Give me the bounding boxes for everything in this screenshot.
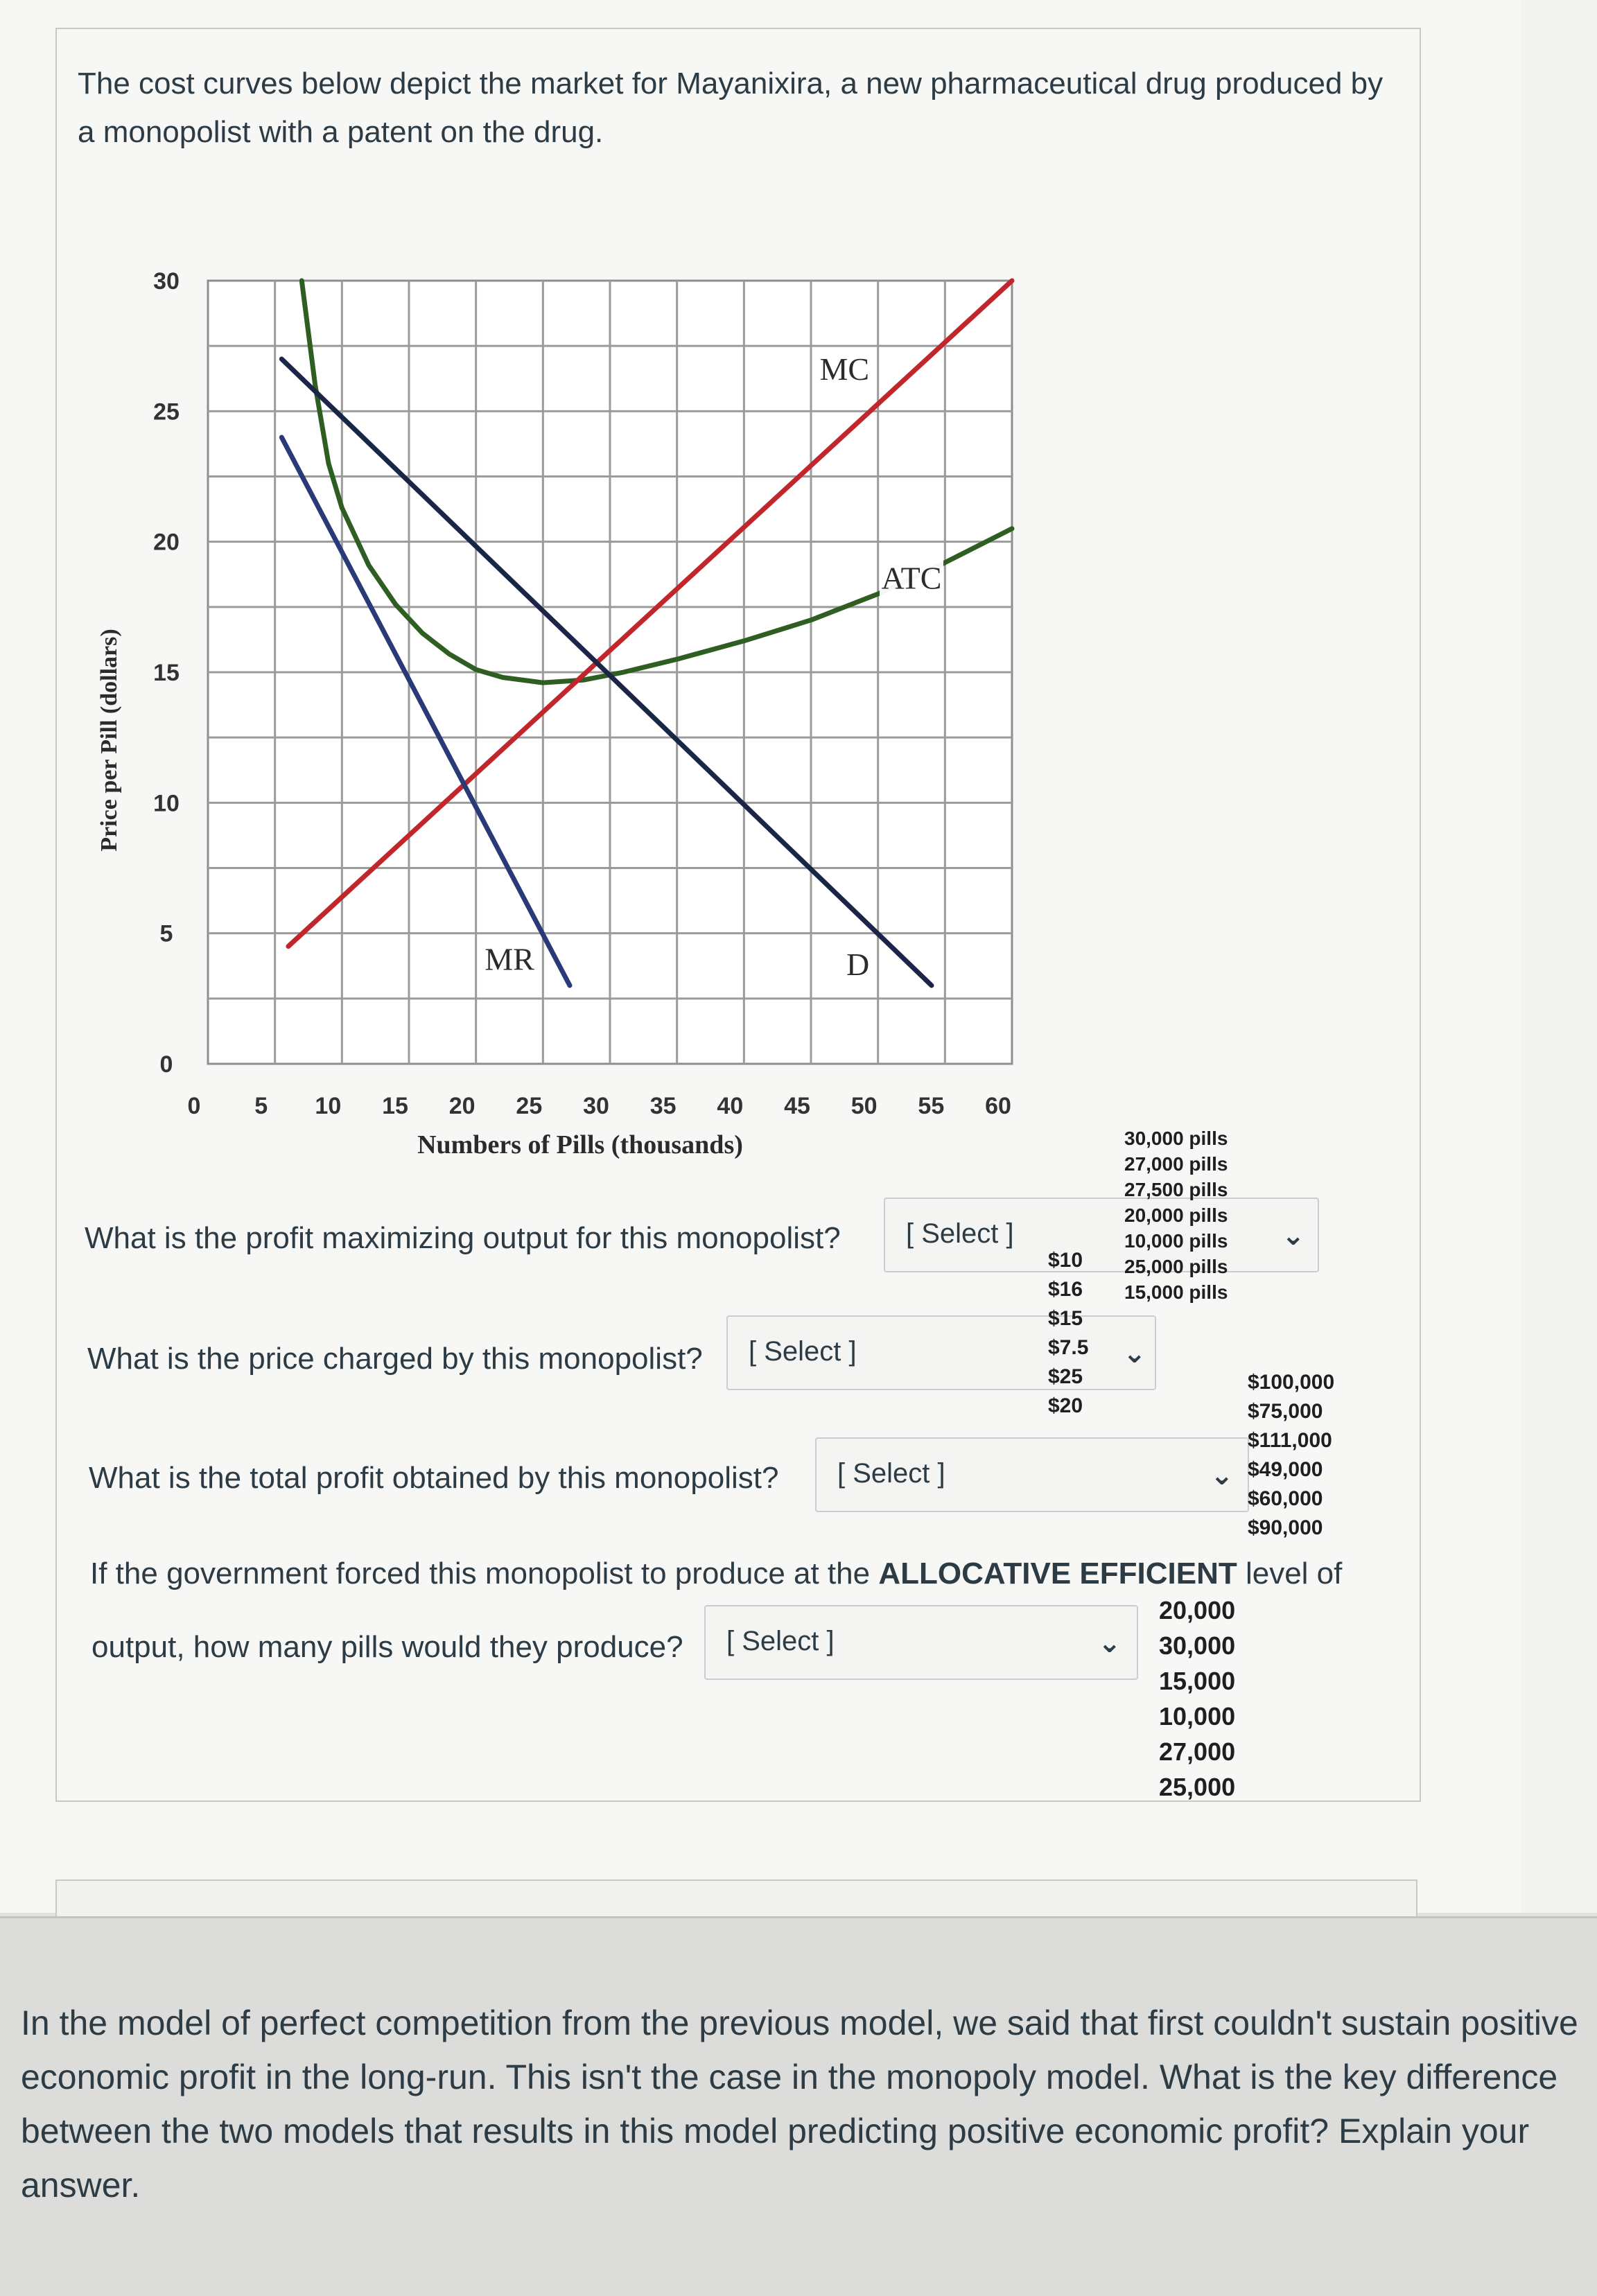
q3-option[interactable]: $75,000 xyxy=(1248,1400,1323,1423)
q1-option[interactable]: 27,500 pills xyxy=(1124,1179,1228,1200)
q2-option[interactable]: $16 xyxy=(1048,1278,1083,1301)
curve-label-d: D xyxy=(846,946,870,982)
q1-text: What is the profit maximizing output for this monopolist? xyxy=(85,1221,841,1255)
y-tick-label: 20 xyxy=(153,529,180,556)
q3-profit-select[interactable] xyxy=(815,1437,1249,1512)
chevron-down-icon: ⌄ xyxy=(1210,1460,1234,1491)
q3-option[interactable]: $60,000 xyxy=(1248,1487,1323,1510)
q2-select-label: [ Select ] xyxy=(749,1336,857,1367)
y-tick-label: 25 xyxy=(153,398,180,426)
q3-option[interactable]: $111,000 xyxy=(1248,1429,1332,1452)
x-tick-label: 25 xyxy=(516,1093,543,1119)
q4-text-pre: If the government forced this monopolist to produce at the xyxy=(90,1557,879,1590)
q4-option[interactable]: 10,000 xyxy=(1159,1702,1236,1730)
q2-options-list xyxy=(1048,1246,1088,1421)
q2-price-select[interactable] xyxy=(726,1315,1156,1390)
q1-options-list xyxy=(1124,1125,1228,1305)
curve-label-mr: MR xyxy=(485,941,534,977)
chevron-down-icon: ⌄ xyxy=(1123,1338,1146,1369)
q4-text-emphasis: ALLOCATIVE EFFICIENT xyxy=(878,1557,1237,1590)
y-tick-label: 10 xyxy=(153,790,180,817)
cost-curve-chart xyxy=(76,249,1061,1192)
x-tick-label: 5 xyxy=(254,1093,268,1119)
essay-question-text: In the model of perfect competition from the previous model, we said that first couldn't sustain positive economic profit in the long-run. This isn't the case in the monopoly model. What is the key difference between the two models that results in this model predicting positive economic profit? Explain your answer. xyxy=(21,2004,1578,2205)
q3-text: What is the total profit obtained by this monopolist? xyxy=(89,1461,779,1495)
x-tick-label: 60 xyxy=(985,1093,1011,1119)
q2-option[interactable]: $10 xyxy=(1048,1249,1083,1272)
q4-options-list xyxy=(1159,1593,1235,1805)
q3-option[interactable]: $100,000 xyxy=(1248,1371,1335,1394)
chevron-down-icon: ⌄ xyxy=(1098,1627,1122,1659)
q3-options-list xyxy=(1248,1368,1334,1543)
q4-option[interactable]: 15,000 xyxy=(1159,1667,1236,1695)
x-tick-label: 10 xyxy=(315,1093,342,1119)
q4-option[interactable]: 30,000 xyxy=(1159,1631,1236,1660)
q1-select-label: [ Select ] xyxy=(906,1218,1014,1249)
x-tick-label: 0 xyxy=(187,1093,201,1119)
q1-option[interactable]: 20,000 pills xyxy=(1124,1204,1228,1226)
x-tick-label: 50 xyxy=(850,1093,878,1119)
y-tick-label: 15 xyxy=(153,660,180,686)
q1-option[interactable]: 27,000 pills xyxy=(1124,1153,1228,1175)
x-tick-label: 45 xyxy=(784,1093,810,1119)
x-tick-label: 30 xyxy=(583,1093,609,1119)
q1-option[interactable]: 25,000 pills xyxy=(1124,1256,1228,1277)
q4-option[interactable]: 27,000 xyxy=(1159,1737,1236,1766)
x-tick-label: 40 xyxy=(717,1093,744,1119)
q2-text: What is the price charged by this monopolist? xyxy=(87,1342,703,1376)
x-tick-label: 20 xyxy=(448,1093,475,1119)
q3-option[interactable]: $90,000 xyxy=(1248,1516,1323,1539)
q3-select-label: [ Select ] xyxy=(837,1458,945,1489)
q1-option[interactable]: 30,000 pills xyxy=(1124,1128,1228,1149)
curve-label-atc: ATC xyxy=(881,560,942,596)
q1-output-select[interactable] xyxy=(884,1198,1319,1272)
q4-option[interactable]: 20,000 xyxy=(1159,1596,1236,1624)
q1-option[interactable]: 10,000 pills xyxy=(1124,1230,1228,1252)
q2-option[interactable]: $20 xyxy=(1048,1394,1083,1417)
q4-text-post: level of xyxy=(1237,1557,1343,1590)
chart-x-axis-label: Numbers of Pills (thousands) xyxy=(417,1130,743,1159)
q2-option[interactable]: $15 xyxy=(1048,1307,1083,1330)
curve-label-mc: MC xyxy=(819,351,870,387)
q1-option[interactable]: 15,000 pills xyxy=(1124,1281,1228,1303)
q4-text-line1 xyxy=(90,1557,1342,1591)
y-tick-label: 30 xyxy=(153,268,180,295)
chart-y-axis-label: Price per Pill (dollars) xyxy=(96,629,122,852)
x-tick-label: 55 xyxy=(918,1093,945,1119)
q4-option[interactable]: 25,000 xyxy=(1159,1773,1236,1801)
y-tick-label: 0 xyxy=(159,1051,173,1078)
x-tick-label: 35 xyxy=(649,1093,677,1119)
q4-text-line2: output, how many pills would they produce? xyxy=(91,1630,683,1664)
next-question-card xyxy=(55,1879,1417,1921)
chevron-down-icon: ⌄ xyxy=(1282,1220,1305,1252)
q2-option[interactable]: $25 xyxy=(1048,1365,1083,1388)
q4-efficient-output-select[interactable] xyxy=(704,1605,1138,1680)
y-tick-label: 5 xyxy=(159,920,173,947)
q3-option[interactable]: $49,000 xyxy=(1248,1458,1323,1481)
x-tick-label: 15 xyxy=(382,1093,408,1119)
q2-option[interactable]: $7.5 xyxy=(1048,1336,1089,1359)
side-margin xyxy=(1521,0,1597,1913)
question-intro: The cost curves below depict the market for Mayanixira, a new pharmaceutical drug produced by a monopolist with a patent on the drug. xyxy=(78,67,1384,149)
q4-select-label: [ Select ] xyxy=(726,1626,835,1656)
